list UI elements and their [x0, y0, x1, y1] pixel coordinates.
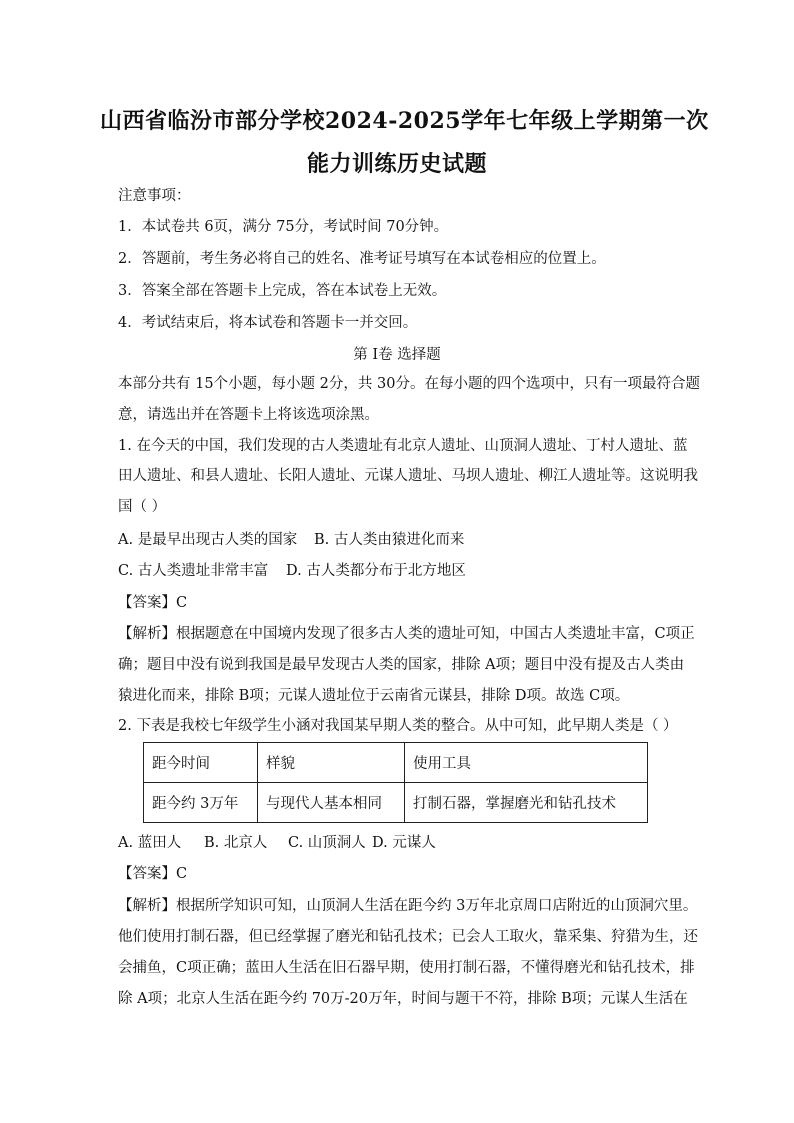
table-header-cell: 样貌: [258, 743, 405, 783]
question-1-analysis-line: 【解析】根据题意在中国境内发现了很多古人类的遗址可知，中国古人类遗址丰富，C项正: [118, 626, 695, 642]
table-cell: 打制石器，掌握磨光和钻孔技术: [405, 783, 648, 823]
question-2-options-row: [118, 833, 436, 853]
question-1-option-c: C. 古人类遗址非常丰富: [118, 563, 269, 579]
notice-item: 2．答题前，考生务必将自己的姓名、准考证号填写在本试卷相应的位置上。: [118, 251, 606, 267]
section-intro-line: 意，请选出并在答题卡上将该选项涂黑。: [118, 407, 379, 423]
question-1-options-row: [118, 530, 464, 550]
question-1-answer: 【答案】C: [118, 595, 188, 611]
question-2-analysis-line: 他们使用打制石器，但已经掌握了磨光和钻孔技术；已会人工取火，靠采集、狩猎为生，还: [118, 929, 698, 945]
question-1-option-b: B. 古人类由猿进化而来: [314, 532, 465, 548]
table-header-row: [144, 743, 648, 783]
table-cell: 与现代人基本相同: [258, 783, 405, 823]
question-2-stem: 2. 下表是我校七年级学生小涵对我国某早期人类的整合。从中可知，此早期人类是（ ）: [118, 718, 678, 734]
question-1-option-d: D. 古人类都分布于北方地区: [286, 563, 466, 579]
notice-heading: 注意事项：: [118, 188, 191, 204]
page-title-line-2: 能力训练历史试题: [306, 151, 487, 177]
notice-item: 1．本试卷共 6页，满分 75分，考试时间 70分钟。: [118, 219, 449, 235]
table-header-cell: 使用工具: [405, 743, 648, 783]
question-1-stem-line: 国（ ）: [118, 499, 167, 515]
table-cell: 距今约 3万年: [144, 783, 258, 823]
question-1-options-row: [118, 561, 466, 581]
table-header-cell: 距今时间: [144, 743, 258, 783]
page-title-line-1: 山西省临汾市部分学校2024-2025学年七年级上学期第一次: [100, 108, 709, 134]
question-2-option-c: C. 山顶洞人: [288, 835, 366, 851]
question-2-analysis-line: 除 A项；北京人生活在距今约 70万-20万年，时间与题干不符，排除 B项；元谋人生活在: [118, 991, 688, 1007]
section-title: 第 I卷 选择题: [353, 347, 441, 363]
question-1-option-a: A. 是最早出现古人类的国家: [118, 532, 298, 548]
question-2-option-a: A. 蓝田人: [118, 835, 182, 851]
question-2-analysis-line: 会捕鱼，C项正确；蓝田人生活在旧石器早期，使用打制石器，不懂得磨光和钻孔技术，排: [118, 960, 695, 976]
question-2-table: [143, 742, 648, 823]
question-2-analysis-line: 【解析】根据所学知识可知，山顶洞人生活在距今约 3万年北京周口店附近的山顶洞穴里。: [118, 898, 698, 914]
question-2-option-b: B. 北京人: [204, 835, 268, 851]
notice-item: 3．答案全部在答题卡上完成，答在本试卷上无效。: [118, 283, 447, 299]
notice-item: 4．考试结束后，将本试卷和答题卡一并交回。: [118, 315, 418, 331]
question-2-answer: 【答案】C: [118, 866, 188, 882]
question-1-analysis-line: 确；题目中没有说到我国是最早发现古人类的国家，排除 A项；题目中没有提及古人类由: [118, 657, 685, 673]
table-row: [144, 783, 648, 823]
question-2-option-d: D. 元谋人: [372, 835, 436, 851]
question-1-analysis-line: 猿进化而来，排除 B项；元谋人遗址位于云南省元谋县，排除 D项。故选 C项。: [118, 688, 630, 704]
question-1-stem-line: 1. 在今天的中国，我们发现的古人类遗址有北京人遗址、山顶洞人遗址、丁村人遗址、蓝: [118, 438, 688, 454]
section-intro-line: 本部分共有 15个小题，每小题 2分，共 30分。在每小题的四个选项中，只有一项最符合题: [118, 376, 700, 392]
question-1-stem-line: 田人遗址、和县人遗址、长阳人遗址、元谋人遗址、马坝人遗址、柳江人遗址等。这说明我: [118, 468, 698, 484]
